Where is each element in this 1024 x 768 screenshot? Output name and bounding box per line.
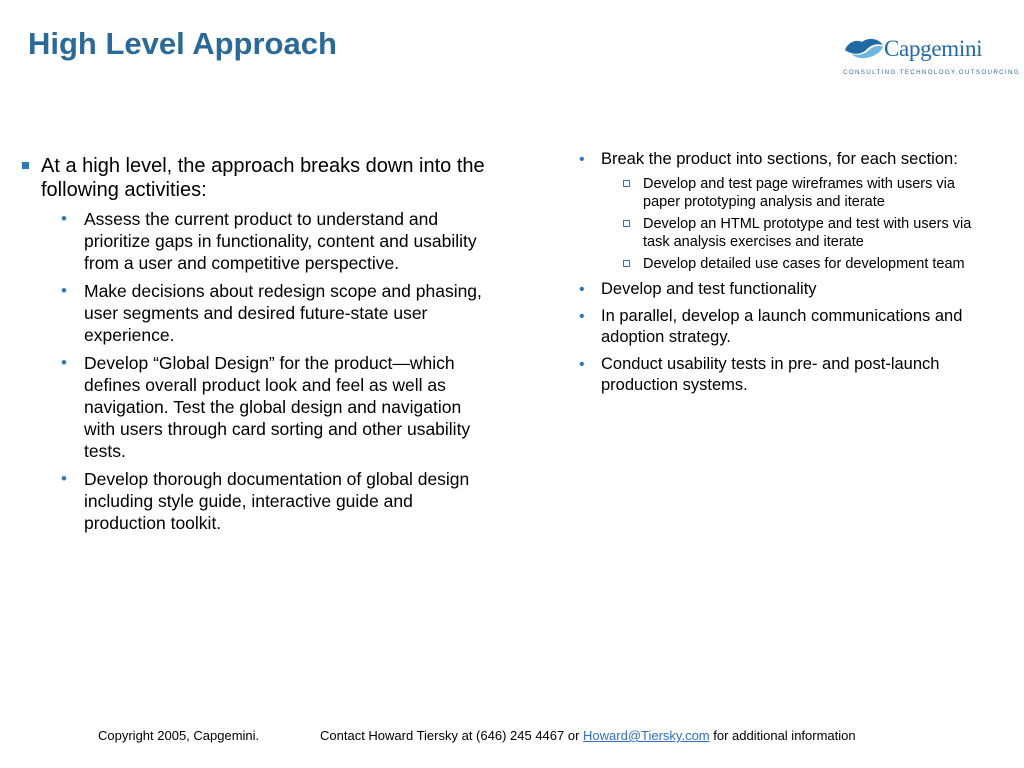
bullet-dot-icon: • [61,281,67,300]
sub-list-item: Develop an HTML prototype and test with users via task analysis exercises and iterate [621,215,988,251]
bullet-dot-icon: • [579,281,585,298]
bullet-dot-icon: • [579,308,585,325]
bullet-dot-icon: • [579,356,585,373]
list-item: • Develop and test functionality [579,280,817,298]
list-item: • In parallel, develop a launch communications and adoption strategy. [579,307,963,346]
bullet-dot-icon: • [61,209,67,228]
list-item: • Assess the current product to understand and prioritize gaps in functionality, content and usability from a user and competitive perspective. [61,209,477,273]
list-item: • Break the product into sections, for each section: Develop and test page wireframes with users via paper prototyping analysis and iterate Develop an HTML prototype and test with users via task analysis exercises and iterate Develop detailed use cases for development team [578,149,988,273]
right-column [578,149,988,402]
logo-tagline: CONSULTING.TECHNOLOGY.OUTSOURCING [843,69,1021,76]
bullet-dot-icon: • [61,353,67,372]
hollow-square-bullet-icon [623,260,630,267]
copyright-text: Copyright 2005, Capgemini. [98,728,260,743]
section-sublist [601,175,988,273]
hollow-square-bullet-icon [623,220,630,227]
spade-logo-icon [842,34,886,64]
contact-text: Contact Howard Tiersky at (646) 245 4467 or Howard@Tiersky.com for additional information [320,728,856,743]
list-item: • Conduct usability tests in pre- and post-launch production systems. [579,355,940,394]
bullet-dot-icon: • [61,469,67,488]
capgemini-logo [842,34,1021,80]
main-bullet-text: At a high level, the approach breaks down into the following activities: [41,155,485,201]
square-bullet-icon [22,162,29,169]
activity-list [22,208,490,534]
page-title: High Level Approach [28,26,337,61]
left-column [22,154,490,540]
bullet-dot-icon: • [579,151,585,168]
list-item: • Make decisions about redesign scope and phasing, user segments and desired future-state user experience. [61,281,482,345]
email-link[interactable]: Howard@Tiersky.com [583,728,710,743]
main-bullet [22,154,490,202]
list-item: • Develop thorough documentation of global design including style guide, interactive guide and production toolkit. [61,469,470,533]
list-item: • Develop “Global Design” for the product—which defines overall product look and feel as well as navigation. Test the global design and navigation with users through card sorting and other usability tests. [61,353,471,461]
hollow-square-bullet-icon [623,180,630,187]
logo-wordmark: Capgemini [884,36,983,61]
sub-list-item: Develop detailed use cases for development team [621,255,988,273]
sub-list-item: Develop and test page wireframes with users via paper prototyping analysis and iterate [621,175,988,211]
